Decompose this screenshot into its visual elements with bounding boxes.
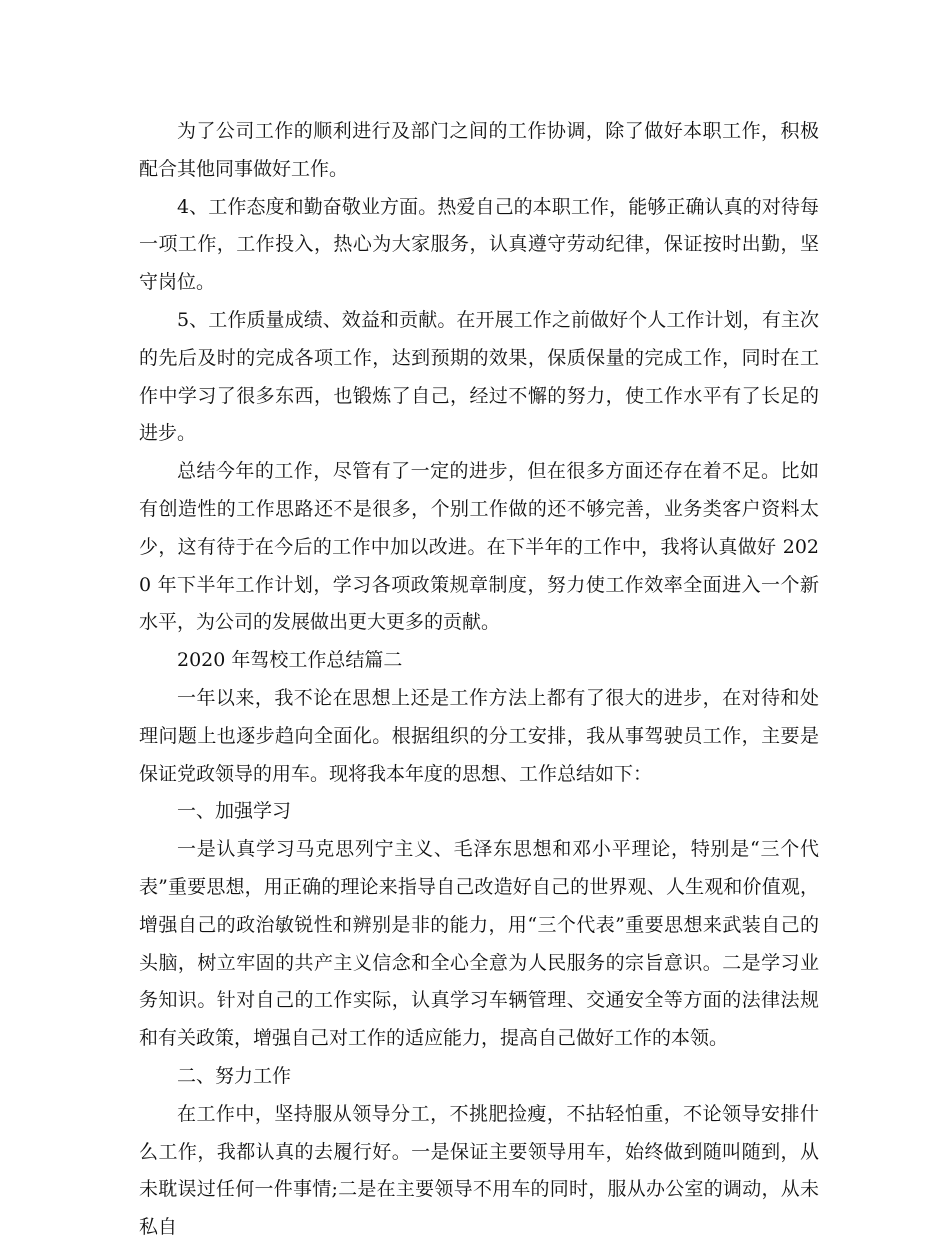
paragraph-work-details: 在工作中，坚持服从领导分工，不挑肥捡瘦，不拈轻怕重，不论领导安排什么工作，我都认真的去履行好。一是保证主要领导用车，始终做到随叫随到，从未耽误过任何一件事情;二是在主要领导不用车的同时，服从办公室的调动，从未私自 <box>139 1102 819 1239</box>
paragraph-intro: 一年以来，我不论在思想上还是工作方法上都有了很大的进步，在对待和处理问题上也逐步趋向全面化。根据组织的分工安排，我从事驾驶员工作，主要是保证党政领导的用车。现将我本年度的思想、工作总结如下： <box>139 686 819 785</box>
paragraph-work-attitude: 4、工作态度和勤奋敬业方面。热爱自己的本职工作，能够正确认真的对待每一项工作，工作投入，热心为大家服务，认真遵守劳动纪律，保证按时出勤，坚守岗位。 <box>139 195 819 294</box>
paragraph-work-quality: 5、工作质量成绩、效益和贡献。在开展工作之前做好个人工作计划，有主次的先后及时的完成各项工作，达到预期的效果，保质保量的完成工作，同时在工作中学习了很多东西，也锻炼了自己，经过不懈的努力，使工作水平有了长足的进步。 <box>139 308 819 445</box>
section-title-part-two: 2020 年驾校工作总结篇二 <box>177 649 403 672</box>
paragraph-year-summary: 总结今年的工作，尽管有了一定的进步，但在很多方面还存在着不足。比如有创造性的工作思路还不是很多，个别工作做的还不够完善，业务类客户资料太少，这有待于在今后的工作中加以改进。在下半年的工作中，我将认真做好 2020 年下半年工作计划，学习各项政策规章制度，努力使工作效率全面进入一个新水平，为公司的发展做出更大更多的贡献。 <box>139 460 819 634</box>
document-body <box>139 113 819 1247</box>
heading-strengthen-study: 一、加强学习 <box>177 800 292 823</box>
paragraph-study-details: 一是认真学习马克思列宁主义、毛泽东思想和邓小平理论，特别是“三个代表”重要思想，用正确的理论来指导自己改造好自己的世界观、人生观和价值观，增强自己的政治敏锐性和辨别是非的能力，用“三个代表”重要思想来武装自己的头脑，树立牢固的共产主义信念和全心全意为人民服务的宗旨意识。二是学习业务知识。针对自己的工作实际，认真学习车辆管理、交通安全等方面的法律法规和有关政策，增强自己对工作的适应能力，提高自己做好工作的本领。 <box>139 838 819 1050</box>
paragraph-cooperation: 为了公司工作的顺利进行及部门之间的工作协调，除了做好本职工作，积极配合其他同事做好工作。 <box>139 120 819 180</box>
heading-work-hard: 二、努力工作 <box>177 1064 292 1087</box>
